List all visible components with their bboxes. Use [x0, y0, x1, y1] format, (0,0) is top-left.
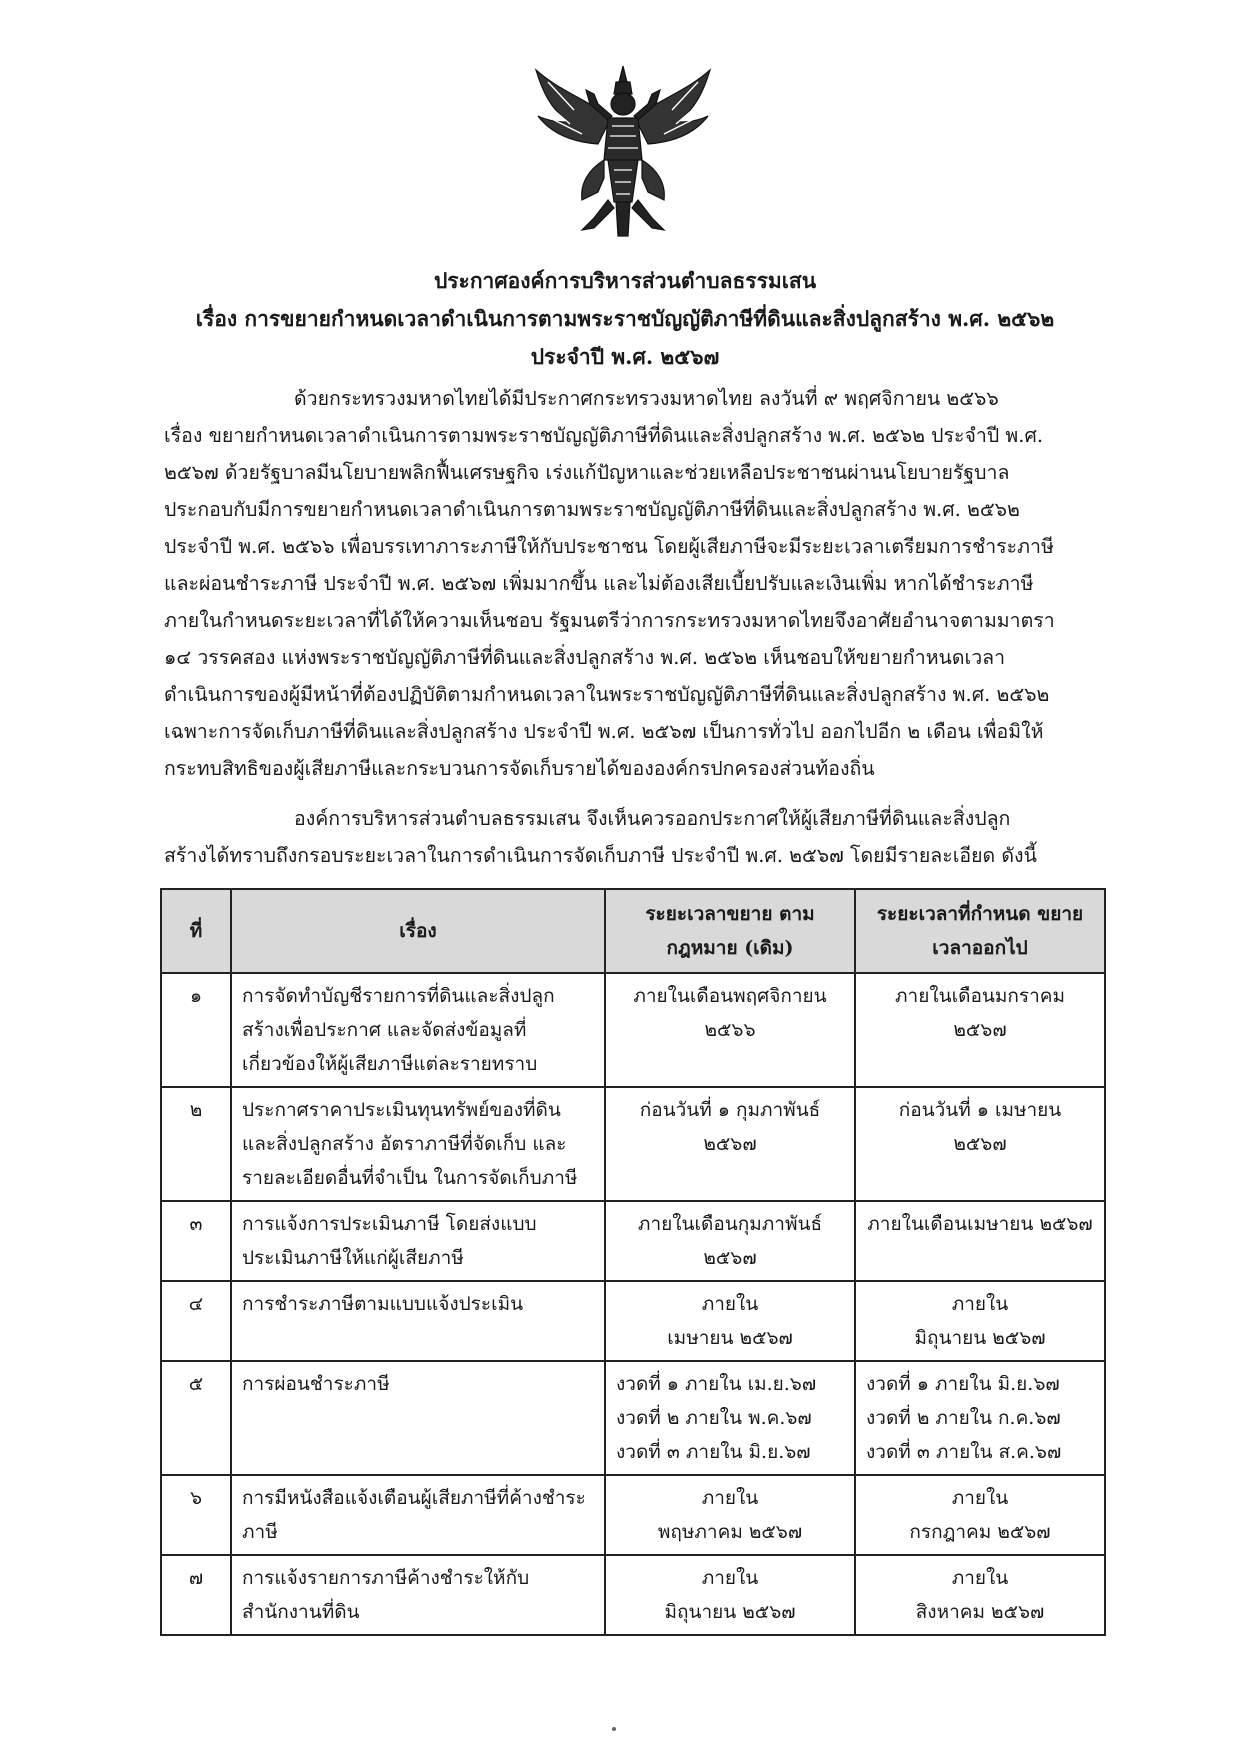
heading-line-2: เรื่อง การขยายกำหนดเวลาดำเนินการตามพระราชบัญญัติภาษีที่ดินและสิ่งปลูกสร้าง พ.ศ. ๒๕๖๒: [195, 306, 1055, 331]
row-topic: การแจ้งรายการภาษีค้างชำระให้กับ สำนักงานที่ดิน: [231, 1555, 605, 1635]
row-no: ๗: [161, 1555, 231, 1635]
paragraph-1-line: และผ่อนชำระภาษี ประจำปี พ.ศ. ๒๕๖๗ เพิ่มมากขึ้น และไม่ต้องเสียเบี้ยปรับและเงินเพิ่ม หากได้ชำระภาษี: [164, 572, 1034, 595]
row-original-period: ภายใน เมษายน ๒๕๖๗: [605, 1281, 855, 1361]
paragraph-1-line: ๒๕๖๗ ด้วยรัฐบาลมีนโยบายพลิกฟื้นเศรษฐกิจ เร่งแก้ปัญหาและช่วยเหลือประชาชนผ่านนโยบายรัฐบาล: [164, 461, 1010, 484]
row-extended-period: ภายใน มิถุนายน ๒๕๖๗: [855, 1281, 1105, 1361]
paragraph-1-line: เรื่อง ขยายกำหนดเวลาดำเนินการตามพระราชบัญญัติภาษีที่ดินและสิ่งปลูกสร้าง พ.ศ. ๒๕๖๒ ประจำปี พ.ศ.: [164, 424, 1044, 447]
row-topic: การผ่อนชำระภาษี: [231, 1361, 605, 1475]
heading-line-3: ประจำปี พ.ศ. ๒๕๖๗: [530, 344, 720, 369]
paragraph-2-line: สร้างได้ทราบถึงกรอบระยะเวลาในการดำเนินการจัดเก็บภาษี ประจำปี พ.ศ. ๒๕๖๗ โดยมีรายละเอียด ดังนี้: [164, 844, 1037, 867]
row-no: ๓: [161, 1201, 231, 1281]
row-no: ๒: [161, 1087, 231, 1201]
row-topic: การมีหนังสือแจ้งเตือนผู้เสียภาษีที่ค้างชำระ ภาษี: [231, 1475, 605, 1555]
announcement-heading: [150, 262, 1100, 376]
row-extended-period: ก่อนวันที่ ๑ เมษายน ๒๕๖๗: [855, 1087, 1105, 1201]
row-original-period: งวดที่ ๑ ภายใน เม.ย.๖๗ งวดที่ ๒ ภายใน พ.ค.๖๗ งวดที่ ๓ ภายใน มิ.ย.๖๗: [605, 1361, 855, 1475]
row-original-period: ภายใน มิถุนายน ๒๕๖๗: [605, 1555, 855, 1635]
row-original-period: ก่อนวันที่ ๑ กุมภาพันธ์ ๒๕๖๗: [605, 1087, 855, 1201]
row-no: ๑: [161, 973, 231, 1087]
table-row: [161, 1087, 1105, 1201]
paragraph-1-line: ๑๔ วรรคสอง แห่งพระราชบัญญัติภาษีที่ดินและสิ่งปลูกสร้าง พ.ศ. ๒๕๖๒ เห็นชอบให้ขยายกำหนดเวลา: [164, 646, 1006, 669]
table-header-row: [161, 889, 1105, 973]
row-original-period: ภายใน พฤษภาคม ๒๕๖๗: [605, 1475, 855, 1555]
row-no: ๖: [161, 1475, 231, 1555]
row-no: ๔: [161, 1281, 231, 1361]
row-extended-period: งวดที่ ๑ ภายใน มิ.ย.๖๗ งวดที่ ๒ ภายใน ก.ค.๖๗ งวดที่ ๓ ภายใน ส.ค.๖๗: [855, 1361, 1105, 1475]
row-original-period: ภายในเดือนพฤศจิกายน ๒๕๖๖: [605, 973, 855, 1087]
table-row: [161, 973, 1105, 1087]
header-no: ที่: [161, 889, 231, 973]
paragraph-1-line: เฉพาะการจัดเก็บภาษีที่ดินและสิ่งปลูกสร้าง ประจำปี พ.ศ. ๒๕๖๗ เป็นการทั่วไป ออกไปอีก ๒ เดือน เพื่อมิให้: [164, 720, 1044, 743]
header-topic: เรื่อง: [231, 889, 605, 973]
row-topic: ประกาศราคาประเมินทุนทรัพย์ของที่ดิน และสิ่งปลูกสร้าง อัตราภาษีที่จัดเก็บ และ รายละเอียดอื่นที่จำเป็น ในการจัดเก็บภาษี: [231, 1087, 605, 1201]
paragraph-1-line: ภายในกำหนดระยะเวลาที่ได้ให้ความเห็นชอบ รัฐมนตรีว่าการกระทรวงมหาดไทยจึงอาศัยอำนาจตามมาตรา: [164, 609, 1055, 632]
paragraph-1-line: ประกอบกับมีการขยายกำหนดเวลาดำเนินการตามพระราชบัญญัติภาษีที่ดินและสิ่งปลูกสร้าง พ.ศ. ๒๕๖๒: [164, 498, 1020, 521]
row-topic: การแจ้งการประเมินภาษี โดยส่งแบบ ประเมินภาษีให้แก่ผู้เสียภาษี: [231, 1201, 605, 1281]
row-no: ๕: [161, 1361, 231, 1475]
row-extended-period: ภายในเดือนมกราคม ๒๕๖๗: [855, 973, 1105, 1087]
table-row: [161, 1201, 1105, 1281]
row-topic: การชำระภาษีตามแบบแจ้งประเมิน: [231, 1281, 605, 1361]
heading-line-1: ประกาศองค์การบริหารส่วนตำบลธรรมเสน: [433, 268, 817, 293]
table-row: [161, 1361, 1105, 1475]
header-original-period: ระยะเวลาขยาย ตามกฎหมาย (เดิม): [605, 889, 855, 973]
scan-speck: [612, 1727, 616, 1731]
paragraph-1-line: ด้วยกระทรวงมหาดไทยได้มีประกาศกระทรวงมหาดไทย ลงวันที่ ๙ พฤศจิกายน ๒๕๖๖: [294, 387, 999, 410]
garuda-emblem-icon: [528, 60, 718, 240]
row-extended-period: ภายในเดือนเมษายน ๒๕๖๗: [855, 1201, 1105, 1281]
paragraph-1-line: ดำเนินการของผู้มีหน้าที่ต้องปฏิบัติตามกำหนดเวลาในพระราชบัญญัติภาษีที่ดินและสิ่งปลูกสร้าง พ.ศ. ๒๕๖๒: [164, 683, 1050, 706]
row-extended-period: ภายใน สิงหาคม ๒๕๖๗: [855, 1555, 1105, 1635]
paragraph-2-line: องค์การบริหารส่วนตำบลธรรมเสน จึงเห็นควรออกประกาศให้ผู้เสียภาษีที่ดินและสิ่งปลูก: [294, 807, 1011, 830]
tax-schedule-table: [160, 888, 1106, 1636]
paragraph-1: [164, 380, 1106, 787]
row-extended-period: ภายใน กรกฎาคม ๒๕๖๗: [855, 1475, 1105, 1555]
paragraph-2: [164, 800, 1106, 874]
table-row: [161, 1555, 1105, 1635]
table-row: [161, 1281, 1105, 1361]
paragraph-1-line: กระทบสิทธิของผู้เสียภาษีและกระบวนการจัดเก็บรายได้ขององค์กรปกครองส่วนท้องถิ่น: [164, 757, 875, 780]
table-row: [161, 1475, 1105, 1555]
header-extended-period: ระยะเวลาที่กำหนด ขยายเวลาออกไป: [855, 889, 1105, 973]
row-original-period: ภายในเดือนกุมภาพันธ์ ๒๕๖๗: [605, 1201, 855, 1281]
paragraph-1-line: ประจำปี พ.ศ. ๒๕๖๖ เพื่อบรรเทาภาระภาษีให้กับประชาชน โดยผู้เสียภาษีจะมีระยะเวลาเตรียมการชำระภาษี: [164, 535, 1054, 558]
row-topic: การจัดทำบัญชีรายการที่ดินและสิ่งปลูก สร้างเพื่อประกาศ และจัดส่งข้อมูลที่ เกี่ยวข้องให้ผู้เสียภาษีแต่ละรายทราบ: [231, 973, 605, 1087]
